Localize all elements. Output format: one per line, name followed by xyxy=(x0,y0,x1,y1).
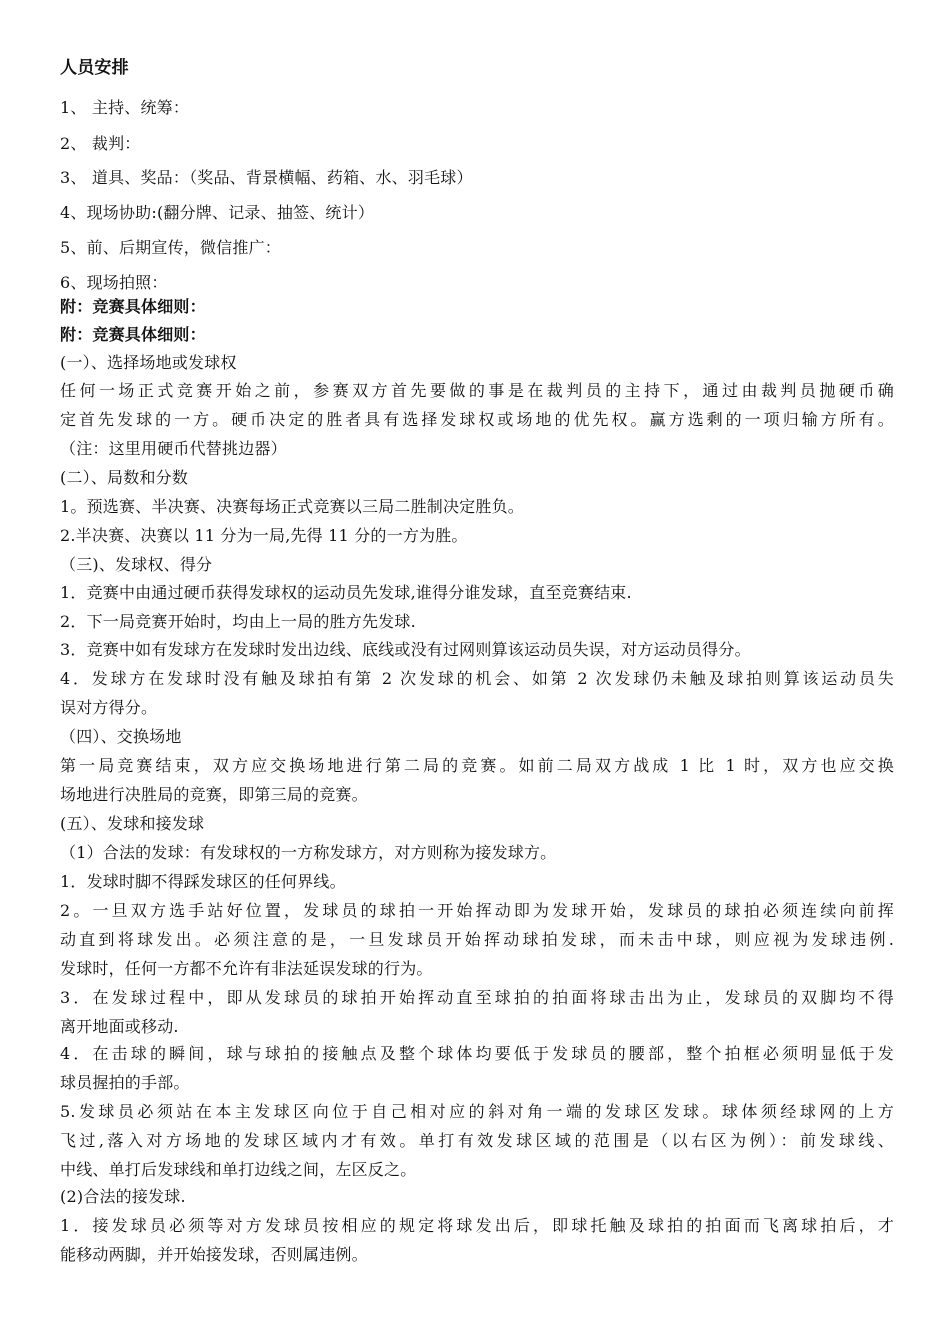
staff-item: 6、现场拍照： xyxy=(60,273,168,292)
section-title: (五）、发球和接发球 xyxy=(60,814,205,833)
subsection-title: （1）合法的发球：有发球权的一方称发球方，对方则称为接发球方。 xyxy=(60,843,557,862)
rule-item: 动直到将球发出。必须注意的是，一旦发球员开始挥动球拍发球，而未击中球，则应视为发球违例. xyxy=(60,930,894,949)
staff-item: 2、 裁判： xyxy=(60,134,141,153)
staff-item: 3、 道具、奖品：（奖品、背景横幅、药箱、水、羽毛球） xyxy=(60,168,473,187)
section-title: (二）、局数和分数 xyxy=(60,468,189,487)
rule-item: 飞过,落入对方场地的发球区域内才有效。单打有效发球区域的范围是（以右区为例）：前发球线、 xyxy=(60,1131,894,1150)
section-title: (一）、选择场地或发球权 xyxy=(60,353,237,372)
rule-item: 能移动两脚，并开始接发球，否则属违例。 xyxy=(60,1245,368,1264)
paragraph-line: （注：这里用硬币代替挑边器） xyxy=(60,439,287,458)
section-title: （三)、发球权、得分 xyxy=(60,555,213,574)
rule-item: 1．竞赛中由通过硬币获得发球权的运动员先发球,谁得分谁发球，直至竞赛结束. xyxy=(60,583,632,602)
appendix-heading: 附：竞赛具体细则： xyxy=(60,325,206,344)
rule-item: 3．竞赛中如有发球方在发球时发出边线、底线或没有过网则算该运动员失误，对方运动员得分。 xyxy=(60,640,751,659)
staff-item: 1、 主持、统筹： xyxy=(60,98,190,117)
rule-item: 2。一旦双方选手站好位置，发球员的球拍一开始挥动即为发球开始，发球员的球拍必须连续向前挥 xyxy=(60,901,894,920)
paragraph-line: 第一局竞赛结束，双方应交换场地进行第二局的竞赛。如前二局双方战成 1 比 1 时，双方也应交换 xyxy=(60,756,894,775)
rule-item: 中线、单打后发球线和单打边线之间，左区反之。 xyxy=(60,1160,417,1179)
rule-item: 球员握拍的手部。 xyxy=(60,1073,190,1092)
paragraph-line: 任何一场正式竞赛开始之前，参赛双方首先要做的事是在裁判员的主持下，通过由裁判员抛硬币确 xyxy=(60,381,894,400)
rule-item: 5.发球员必须站在本主发球区向位于自己相对应的斜对角一端的发球区发球。球体须经球网的上方 xyxy=(60,1102,894,1121)
rule-item: 1。预选赛、半决赛、决赛每场正式竞赛以三局二胜制决定胜负。 xyxy=(60,497,524,516)
rule-item: 2．下一局竞赛开始时，均由上一局的胜方先发球. xyxy=(60,612,416,631)
rule-item: 2.半决赛、决赛以 11 分为一局,先得 11 分的一方为胜。 xyxy=(60,526,468,545)
paragraph-line: 场地进行决胜局的竞赛，即第三局的竞赛。 xyxy=(60,785,368,804)
rule-item: 发球时，任何一方都不允许有非法延误发球的行为。 xyxy=(60,959,433,978)
rule-item: 4．在击球的瞬间，球与球拍的接触点及整个球体均要低于发球员的腰部，整个拍框必须明显低于发 xyxy=(60,1044,894,1063)
rule-item: 3．在发球过程中，即从发球员的球拍开始挥动直至球拍的拍面将球击出为止，发球员的双脚均不得 xyxy=(60,988,894,1007)
subsection-title: (2)合法的接发球. xyxy=(60,1187,186,1206)
rule-item: 离开地面或移动. xyxy=(60,1017,179,1036)
rule-item: 4．发球方在发球时没有触及球拍有第 2 次发球的机会、如第 2 次发球仍未触及球拍则算该运动员失 xyxy=(60,669,894,688)
staff-item: 5、前、后期宣传，微信推广： xyxy=(60,238,281,257)
appendix-heading: 附：竞赛具体细则： xyxy=(60,297,206,316)
rule-item: 误对方得分。 xyxy=(60,698,158,717)
rule-item: 1．发球时脚不得踩发球区的任何界线。 xyxy=(60,872,346,891)
staff-heading: 人员安排 xyxy=(60,58,129,78)
rule-item: 1．接发球员必须等对方发球员按相应的规定将球发出后，即球托触及球拍的拍面而飞离球拍后，才 xyxy=(60,1216,894,1235)
paragraph-line: 定首先发球的一方。硬币决定的胜者具有选择发球权或场地的优先权。赢方选剩的一项归输方所有。 xyxy=(60,410,894,429)
section-title: （四）、交换场地 xyxy=(60,727,182,746)
staff-item: 4、现场协助:(翻分牌、记录、抽签、统计） xyxy=(60,203,375,222)
